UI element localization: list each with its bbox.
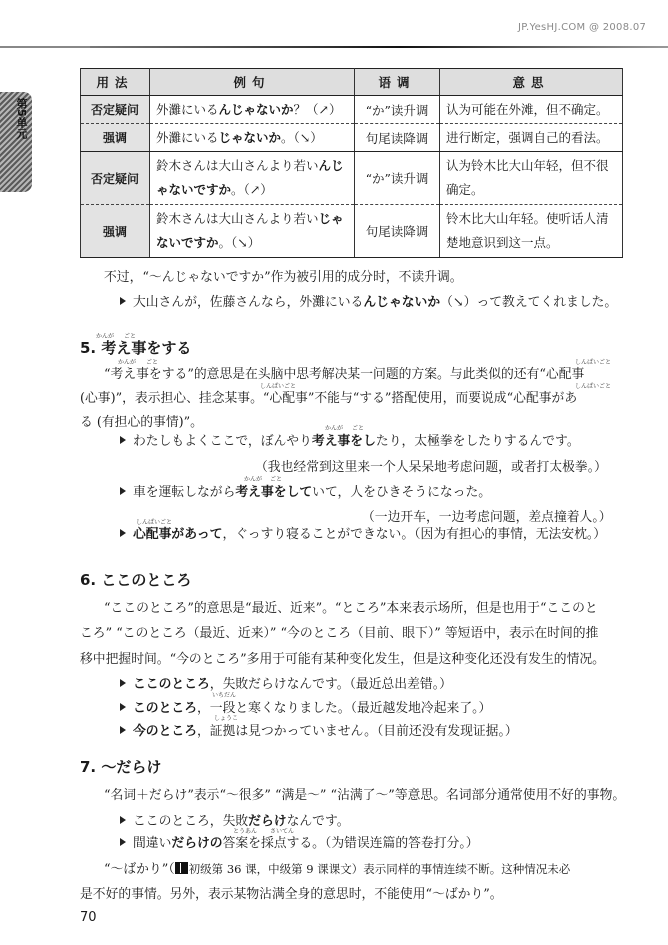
example-cell: 外灘にいるんじゃないか？（↗） (150, 96, 355, 124)
translation: （一边开车，一边考虑问题，差点撞着人。） (362, 510, 612, 525)
example-cell: 外灘にいるじゃないか。（↘） (150, 124, 355, 152)
bullet-triangle-icon (120, 436, 126, 444)
ruby-text: しんぱいごと (136, 519, 173, 526)
ruby-text: かんが (96, 333, 115, 340)
table-row (81, 96, 623, 124)
meaning-cell: 进行断定，强调自己的看法。 (440, 124, 623, 152)
ruby-text: しんぱいごと (575, 383, 612, 390)
example-sentence: 車を運転しながら考え事をしていて，人をひきそうになった。 (120, 481, 491, 500)
example-cell: 鈴木さんは大山さんより若いじゃないですか。（↘） (150, 205, 355, 258)
usage-cell: 否定疑问 (81, 152, 150, 205)
tone-cell: 句尾读降调 (355, 205, 440, 258)
tone-cell: 句尾读降调 (355, 124, 440, 152)
example-sentence: 今のところ，証拠は見つかっていません。（目前还没有发现证据。） (120, 720, 518, 739)
col-usage: 用法 (81, 69, 150, 96)
usage-cell: 强调 (81, 124, 150, 152)
tone-cell: “か”读升调 (355, 152, 440, 205)
table-row (81, 205, 623, 258)
meaning-cell: 认为铃木比大山年轻，但不很确定。 (440, 152, 623, 205)
bullet-triangle-icon (120, 816, 126, 824)
bullet-triangle-icon (120, 679, 126, 687)
usage-cell: 否定疑问 (81, 96, 150, 124)
example-sentence: 間違いだらけの答案を採点する。（为错误连篇的答卷打分。） (120, 832, 479, 851)
tone-cell: “か”读升调 (355, 96, 440, 124)
ruby-text: かんが (118, 359, 137, 366)
ruby-text: ごと (146, 359, 159, 366)
ruby-text: かんが (325, 425, 344, 432)
page-number: 70 (80, 910, 97, 925)
section-5-paragraph: る (有担心的事情)”。 (80, 415, 203, 430)
header-rule (0, 46, 668, 48)
book-reference-icon (175, 862, 188, 874)
section-7-paragraph: “～ばかり”（ 初级第 36 课，中级第 9 课课文）表示同样的事情连续不断。这种情况未必 (104, 862, 571, 877)
section-6-paragraph: “ここのところ”的意思是“最近、近来”。“ところ”本来表示场所，但是也用于“ここのと (104, 601, 598, 616)
section-7-heading: 7. ～だらけ (80, 758, 162, 776)
unit-side-tab (0, 92, 32, 192)
ruby-text: さいてん (270, 828, 295, 835)
ruby-text: ごと (124, 333, 137, 340)
col-meaning: 意思 (440, 69, 623, 96)
unit-label: 第5单元 (15, 98, 28, 139)
section-6-heading: 6. ここのところ (80, 571, 192, 589)
bullet-triangle-icon (120, 487, 126, 495)
ruby-text: とうあん (233, 828, 258, 835)
section-6-paragraph: ころ” “このところ（最近、近来）” “今のところ（目前、眼下）” 等短语中，表示在时间的推 (80, 626, 599, 641)
example-cell: 鈴木さんは大山さんより若いんじゃないですか。（↗） (150, 152, 355, 205)
usage-cell: 强调 (81, 205, 150, 258)
table-row (81, 152, 623, 205)
table-note: 不过，“～んじゃないですか”作为被引用的成分时，不读升调。 (104, 270, 463, 285)
ruby-text: しんぱいごと (260, 383, 297, 390)
example-sentence: ここのところ，失敗だらけなんです。（最近总出差错。） (120, 673, 452, 692)
section-5-paragraph: “考え事をする”的意思是在头脑中思考解决某一问题的方案。与此类似的还有“心配事 (104, 367, 585, 382)
grammar-table (80, 68, 623, 258)
section-7-paragraph: 是不好的事情。另外，表示某物沾满全身的意思时，不能使用“～ばかり”。 (80, 887, 503, 902)
watermark: JP.YesHJ.COM @ 2008.07 (518, 22, 647, 33)
ruby-text: かんが (244, 476, 263, 483)
bullet-triangle-icon (120, 297, 126, 305)
example-sentence: このところ，一段と寒くなりました。（最近越发地冷起来了。） (120, 697, 491, 716)
ruby-text: ごと (352, 425, 365, 432)
bullet-triangle-icon (120, 726, 126, 734)
bullet-triangle-icon (120, 838, 126, 846)
section-5-heading: 5. 考え事をする (80, 339, 192, 357)
example-sentence: ここのところ，失敗だらけなんです。 (120, 810, 350, 829)
section-7-paragraph: “名词＋だらけ”表示“～很多” “满是～” “沾满了～”等意思。名词部分通常使用不好的事物。 (104, 788, 626, 803)
col-example: 例句 (150, 69, 355, 96)
ruby-text: しょうこ (214, 715, 239, 722)
ruby-text: いちだん (212, 692, 237, 699)
col-tone: 语调 (355, 69, 440, 96)
example-sentence: わたしもよくここで，ぼんやり考え事をしたり，太極拳をしたりするんです。 (120, 430, 580, 449)
bullet-triangle-icon (120, 703, 126, 711)
table-header-row (81, 69, 623, 96)
meaning-cell: 铃木比大山年轻。使听话人清楚地意识到这一点。 (440, 205, 623, 258)
example-sentence: 心配事があって，ぐっすり寝ることができない。（因为有担心的事情，无法安枕。） (120, 523, 606, 542)
table-row (81, 124, 623, 152)
meaning-cell: 认为可能在外滩，但不确定。 (440, 96, 623, 124)
example-sentence: 大山さんが，佐藤さんなら，外灘にいるんじゃないか（↘）って教えてくれました。 (120, 291, 617, 310)
ruby-text: ごと (270, 476, 283, 483)
translation: （我也经常到这里来一个人呆呆地考虑问题，或者打太极拳。） (255, 460, 607, 475)
bullet-triangle-icon (120, 529, 126, 537)
section-5-paragraph: (心事)”，表示担心、挂念某事。“心配事”不能与“する”搭配使用，而要说成“心配事があ (80, 391, 578, 406)
section-6-paragraph: 移中把握时间。“今のところ”多用于可能有某种变化发生，但是这种变化还没有发生的情况。 (80, 652, 605, 667)
ruby-text: しんぱいごと (575, 359, 612, 366)
